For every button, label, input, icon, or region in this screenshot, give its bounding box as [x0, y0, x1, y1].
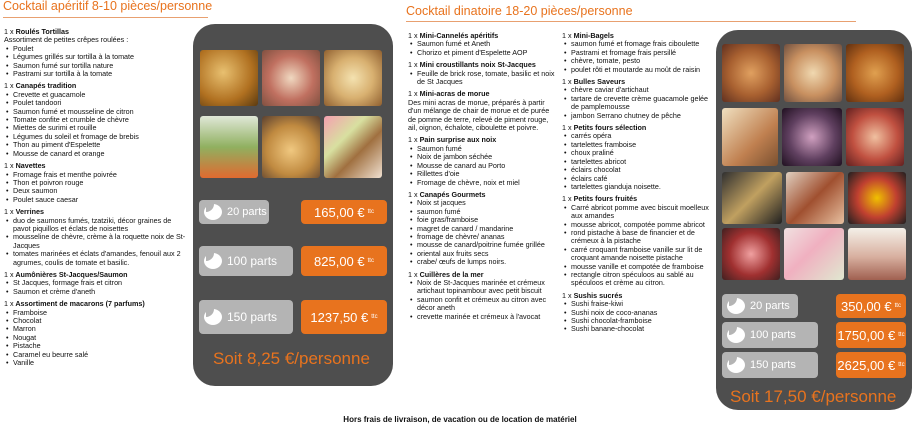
menu-item-bullets	[408, 199, 558, 266]
photo-canapes-gourmets	[782, 108, 842, 166]
pie-chart-icon	[727, 327, 745, 343]
dinatoire-price-20	[836, 294, 906, 318]
price-value: 825,00 €	[314, 253, 365, 269]
menu-item-qty: 1 x	[562, 194, 572, 204]
menu-item-bullet: • Noix de jambon séchée	[408, 153, 558, 161]
menu-item	[4, 300, 189, 367]
menu-item-bullet: • Saumon et crème d'aneth	[4, 288, 189, 296]
menu-item-bullet: • Sushi noix de coco-ananas	[562, 309, 712, 317]
menu-item-name: Mini-acras de morue	[419, 89, 490, 99]
menu-item-description: Assortiment de petites crêpes roulées :	[4, 35, 129, 45]
menu-item-bullets	[4, 171, 189, 205]
pie-chart-icon	[727, 298, 745, 314]
menu-item-bullets	[562, 86, 712, 120]
menu-item-bullet: • Crevette et guacamole	[4, 91, 189, 99]
menu-item-bullet: • Marron	[4, 325, 189, 333]
aperitif-price-20	[301, 200, 387, 224]
menu-item	[4, 162, 189, 204]
photo-navettes	[324, 50, 382, 106]
menu-item-bullet: • Framboise	[4, 309, 189, 317]
menu-item-bullets	[4, 45, 189, 79]
menu-item-bullet: • Poulet	[4, 45, 189, 53]
menu-item-qty: 1 x	[4, 81, 14, 91]
menu-item-bullet: • Mousse de canard au Porto	[408, 162, 558, 170]
menu-item-bullets	[562, 40, 712, 74]
menu-item-bullet: • Chocolat	[4, 317, 189, 325]
parts-label: 100 parts	[227, 254, 278, 268]
aperitif-title-rule	[3, 17, 208, 18]
menu-item-qty: 1 x	[4, 299, 14, 309]
menu-item-bullet: • Pistache	[4, 342, 189, 350]
ttc-label: ttc	[894, 303, 901, 309]
menu-item-bullet: • Feuille de brick rose, tomate, basilic et noix de St Jacques	[408, 70, 558, 87]
menu-item-bullet: • Chorizo et piment d'Espelette AOP	[408, 49, 558, 57]
menu-item-qty: 1 x	[4, 161, 14, 171]
menu-item-bullets	[408, 145, 558, 187]
menu-item-bullet: • mousse vanille et compotée de framboise	[562, 263, 712, 271]
ttc-label: ttc	[898, 362, 905, 368]
menu-item-bullet: • mousseline de chèvre, crème à la roquette noix de St-Jacques	[4, 233, 189, 250]
menu-item-bullets	[562, 132, 712, 191]
aperitif-price-100	[301, 246, 387, 276]
aperitif-parts-150[interactable]	[199, 300, 293, 334]
menu-item-bullet: • mousse abricot, compotée pomme abricot	[562, 221, 712, 229]
dinatoire-per-person: Soit 17,50 €/personne	[730, 387, 897, 406]
menu-item-bullet: • Vanille	[4, 359, 189, 367]
menu-item-bullets	[4, 309, 189, 368]
menu-item	[562, 195, 712, 287]
photo-bulles	[846, 108, 904, 166]
menu-item-bullet: • Thon et poivron rouge	[4, 179, 189, 187]
menu-item-bullet: • foie gras/framboise	[408, 216, 558, 224]
menu-item-qty: 1 x	[562, 31, 572, 40]
menu-item	[4, 208, 189, 267]
menu-item-bullets	[4, 217, 189, 267]
menu-item-name: Roulés Tortillas	[15, 27, 69, 36]
menu-item-bullet: • Saumon fumé	[408, 145, 558, 153]
menu-item-bullet: • Noix st jacques	[408, 199, 558, 207]
menu-item-qty: 1 x	[408, 189, 418, 199]
photo-pain-surprise	[722, 108, 778, 166]
menu-item-bullets	[408, 40, 558, 57]
menu-item-bullet: • Fromage de chèvre, noix et miel	[408, 179, 558, 187]
parts-label: 150 parts	[750, 359, 796, 371]
menu-item-bullet: • Rillettes d'oie	[408, 170, 558, 178]
menu-item-bullets	[408, 279, 558, 321]
menu-item-bullet: • Pastrami sur tortilla à la tomate	[4, 70, 189, 78]
parts-label: 100 parts	[750, 329, 796, 341]
pie-chart-icon	[204, 253, 222, 269]
dinatoire-title: Cocktail dinatoire 18-20 pièces/personne	[406, 4, 633, 18]
menu-item-name: Mini-Bagels	[573, 31, 614, 40]
photo-verrines	[200, 116, 258, 178]
menu-item-bullet: • Noix de St-Jacques marinée et crémeux artichaut topinambour avec petit biscuit	[408, 279, 558, 296]
menu-item-bullet: • tartelettes abricot	[562, 158, 712, 166]
aperitif-menu-list	[4, 28, 189, 371]
menu-item-name: Canapés Gourmets	[419, 189, 486, 199]
photo-cuilleres	[722, 172, 782, 224]
menu-item	[4, 271, 189, 296]
ttc-label: ttc	[898, 332, 905, 338]
aperitif-parts-100[interactable]	[199, 246, 293, 276]
ttc-label: ttc	[371, 314, 378, 320]
menu-item-qty: 1 x	[408, 31, 418, 40]
menu-item-description: Des mini acras de morue, préparés à partir d'un mélange de chair de morue et de purée de pomme de terre, relevé de piment rouge, ail, oignon, échalote, ciboulette et poivre.	[408, 97, 550, 133]
price-value: 350,00 €	[841, 298, 892, 314]
menu-item-bullet: • Nougat	[4, 334, 189, 342]
menu-item-bullet: • choux praliné	[562, 149, 712, 157]
menu-item-bullet: • crabe/ œufs de lumps noirs.	[408, 258, 558, 266]
dinatoire-parts-150[interactable]	[722, 352, 818, 378]
menu-item-bullet: • St Jacques, formage frais et citron	[4, 279, 189, 287]
menu-item-bullets	[4, 279, 189, 296]
menu-item-bullet: • rond pistache à base de financier et de crémeux à la pistache	[562, 229, 712, 246]
photo-fruits	[722, 228, 780, 280]
menu-item-bullet: • Caramel eu beurre salé	[4, 351, 189, 359]
footer-note: Hors frais de livraison, de vacation ou de location de matériel	[343, 415, 577, 424]
menu-item-qty: 1 x	[4, 269, 14, 279]
parts-label: 150 parts	[227, 310, 278, 324]
photo-acras	[846, 44, 904, 102]
menu-item-name: Canapés tradition	[15, 81, 77, 91]
menu-item-bullet: • Légumes grillés sur tortilla à la tomate	[4, 53, 189, 61]
menu-item	[562, 32, 712, 74]
menu-item-bullet: • Sushi fraise-kiwi	[562, 300, 712, 308]
photo-bagels	[784, 44, 842, 102]
menu-item-bullet: • Thon au piment d'Espelette	[4, 141, 189, 149]
menu-item	[562, 78, 712, 120]
menu-item-bullet: • rectangle citron spéculoos au sablé au spéculoos et crème au citron.	[562, 271, 712, 288]
menu-item-name: Petits fours sélection	[573, 123, 647, 133]
menu-item-bullet: • Légumes du soleil et fromage de brebis	[4, 133, 189, 141]
photo-aumonieres	[262, 116, 320, 178]
price-value: 1237,50 €	[310, 309, 369, 325]
menu-item-bullet: • éclairs chocolat	[562, 166, 712, 174]
aperitif-parts-20[interactable]	[199, 200, 269, 224]
menu-item-bullet: • crevette marinée et crémeux à l'avocat	[408, 313, 558, 321]
photo-petits-fours	[786, 172, 844, 224]
photo-sushis-sucres	[784, 228, 844, 280]
menu-item-bullet: • tomates marinées et éclats d'amandes, fenouil aux 2 agrumes, coulis de tomate et basilic.	[4, 250, 189, 267]
menu-item-qty: 1 x	[408, 135, 418, 145]
parts-label: 20 parts	[750, 300, 790, 312]
menu-item-bullet: • mousse de canard/poitrine fumée grillée	[408, 241, 558, 249]
menu-item-bullet: • Saumon fumé sur tortilla nature	[4, 62, 189, 70]
dinatoire-parts-100[interactable]	[722, 322, 818, 348]
dinatoire-parts-20[interactable]	[722, 294, 798, 318]
menu-item-bullet: • magret de canard / mandarine	[408, 225, 558, 233]
menu-item-bullet: • saumon confit et crémeux au citron avec décor aneth	[408, 296, 558, 313]
menu-item	[408, 191, 558, 267]
menu-item-qty: 1 x	[408, 89, 418, 99]
menu-item	[408, 136, 558, 186]
menu-item-bullet: • tartelettes framboise	[562, 141, 712, 149]
pie-chart-icon	[727, 357, 745, 373]
photo-verrines-dessert	[848, 228, 906, 280]
parts-label: 20 parts	[227, 206, 267, 218]
menu-item-name: Pain surprise aux noix	[419, 135, 497, 145]
menu-item-bullet: • duo de saumons fumés, tzatziki, décor graines de pavot piquillos et éclats de noisettes	[4, 217, 189, 234]
menu-item-bullet: • chèvre, tomate, pesto	[562, 57, 712, 65]
menu-item-bullet: • carré croquant framboise vanille sur lit de croquant amande noisette pistache	[562, 246, 712, 263]
aperitif-title: Cocktail apéritif 8-10 pièces/personne	[3, 0, 213, 13]
photo-macarons	[324, 116, 382, 178]
menu-item-name: Cuillères de la mer	[419, 269, 484, 279]
menu-item-name: Assortiment de macarons (7 parfums)	[15, 299, 145, 309]
menu-item-bullets	[408, 70, 558, 87]
dinatoire-title-rule	[406, 21, 856, 22]
dinatoire-price-100	[836, 322, 906, 348]
menu-item-bullet: • Pastrami et fromage frais persillé	[562, 49, 712, 57]
price-value: 165,00 €	[314, 204, 365, 220]
aperitif-panel	[193, 24, 393, 386]
menu-item-bullet: • chèvre caviar d'artichaut	[562, 86, 712, 94]
photo-tortillas	[200, 50, 258, 106]
menu-item	[408, 61, 558, 86]
menu-item-bullet: • tartare de crevette crème guacamole gelée de pamplemousse	[562, 95, 712, 112]
menu-item-bullet: • Tomate confite et crumble de chèvre	[4, 116, 189, 124]
menu-item-bullet: • poulet rôti et moutarde au moût de raisin	[562, 66, 712, 74]
aperitif-price-150	[301, 300, 387, 334]
menu-item-bullet: • Deux saumon	[4, 187, 189, 195]
pie-chart-icon	[204, 309, 222, 325]
menu-item-bullet: • tartelettes gianduja noisette.	[562, 183, 712, 191]
menu-item-qty: 1 x	[562, 77, 572, 87]
photo-canapes	[262, 50, 320, 106]
menu-item-name: Mini-Cannelés apéritifs	[419, 31, 499, 40]
menu-item	[408, 90, 558, 132]
ttc-label: ttc	[367, 258, 374, 264]
menu-item-bullet: • Poulet tandoori	[4, 99, 189, 107]
photo-cannelés	[722, 44, 780, 102]
menu-item-bullet: • jambon Serrano chutney de pêche	[562, 112, 712, 120]
menu-item-bullets	[4, 91, 189, 158]
menu-item	[408, 32, 558, 57]
menu-item-bullet: • Saumon fumé et Aneth	[408, 40, 558, 48]
menu-item-bullets	[562, 204, 712, 288]
dinatoire-panel	[716, 30, 912, 410]
dinatoire-menu-list-1	[408, 32, 558, 325]
menu-item-name: Petits fours fruités	[573, 194, 638, 204]
menu-item-name: Verrines	[15, 207, 44, 217]
menu-item-qty: 1 x	[4, 207, 14, 217]
menu-item-bullet: • Saumon fumé et mousseline de citron	[4, 108, 189, 116]
menu-item-name: Aumônières St-Jacques/Saumon	[15, 269, 128, 279]
menu-item-bullet: • oriental aux fruits secs	[408, 250, 558, 258]
aperitif-per-person: Soit 8,25 €/personne	[213, 349, 370, 368]
menu-item-bullet: • Fromage frais et menthe poivrée	[4, 171, 189, 179]
menu-item	[562, 292, 712, 334]
menu-item-qty: 1 x	[408, 60, 418, 70]
menu-item-bullet: • Mousse de canard et orange	[4, 150, 189, 158]
menu-item-qty: 1 x	[4, 27, 14, 36]
menu-item-name: Bulles Saveurs	[573, 77, 626, 87]
menu-item-bullet: • saumon fumé	[408, 208, 558, 216]
menu-item-qty: 1 x	[408, 269, 418, 279]
menu-item-qty: 1 x	[562, 123, 572, 133]
menu-item-bullet: • Sushi banane-chocolat	[562, 325, 712, 333]
menu-item-bullet: • éclairs café	[562, 175, 712, 183]
menu-item-qty: 1 x	[562, 290, 572, 300]
menu-item-name: Mini croustillants noix St-Jacques	[419, 60, 536, 70]
menu-item-bullet: • Miettes de surimi et rouille	[4, 124, 189, 132]
menu-item	[4, 82, 189, 158]
photo-petits-fours-fruites	[848, 172, 906, 224]
dinatoire-price-150	[836, 352, 906, 378]
price-value: 1750,00 €	[837, 327, 896, 343]
menu-item-bullet: • saumon fumé et fromage frais ciboulette	[562, 40, 712, 48]
menu-item-bullet: • carrés opéra	[562, 132, 712, 140]
price-value: 2625,00 €	[837, 357, 896, 373]
ttc-label: ttc	[367, 209, 374, 215]
menu-item	[4, 28, 189, 78]
menu-item	[408, 271, 558, 321]
menu-item-bullet: • fromage de chèvre/ ananas	[408, 233, 558, 241]
dinatoire-menu-list-2	[562, 32, 712, 338]
menu-item-bullet: • Carré abricot pomme avec biscuit moelleux aux amandes	[562, 204, 712, 221]
menu-item-bullets	[562, 300, 712, 334]
menu-item-name: Navettes	[15, 161, 46, 171]
pie-chart-icon	[204, 204, 222, 220]
menu-item-bullet: • Sushi chocolat-framboise	[562, 317, 712, 325]
menu-item-bullet: • Poulet sauce caesar	[4, 196, 189, 204]
menu-item-name: Sushis sucrés	[573, 290, 623, 300]
menu-item	[562, 124, 712, 191]
